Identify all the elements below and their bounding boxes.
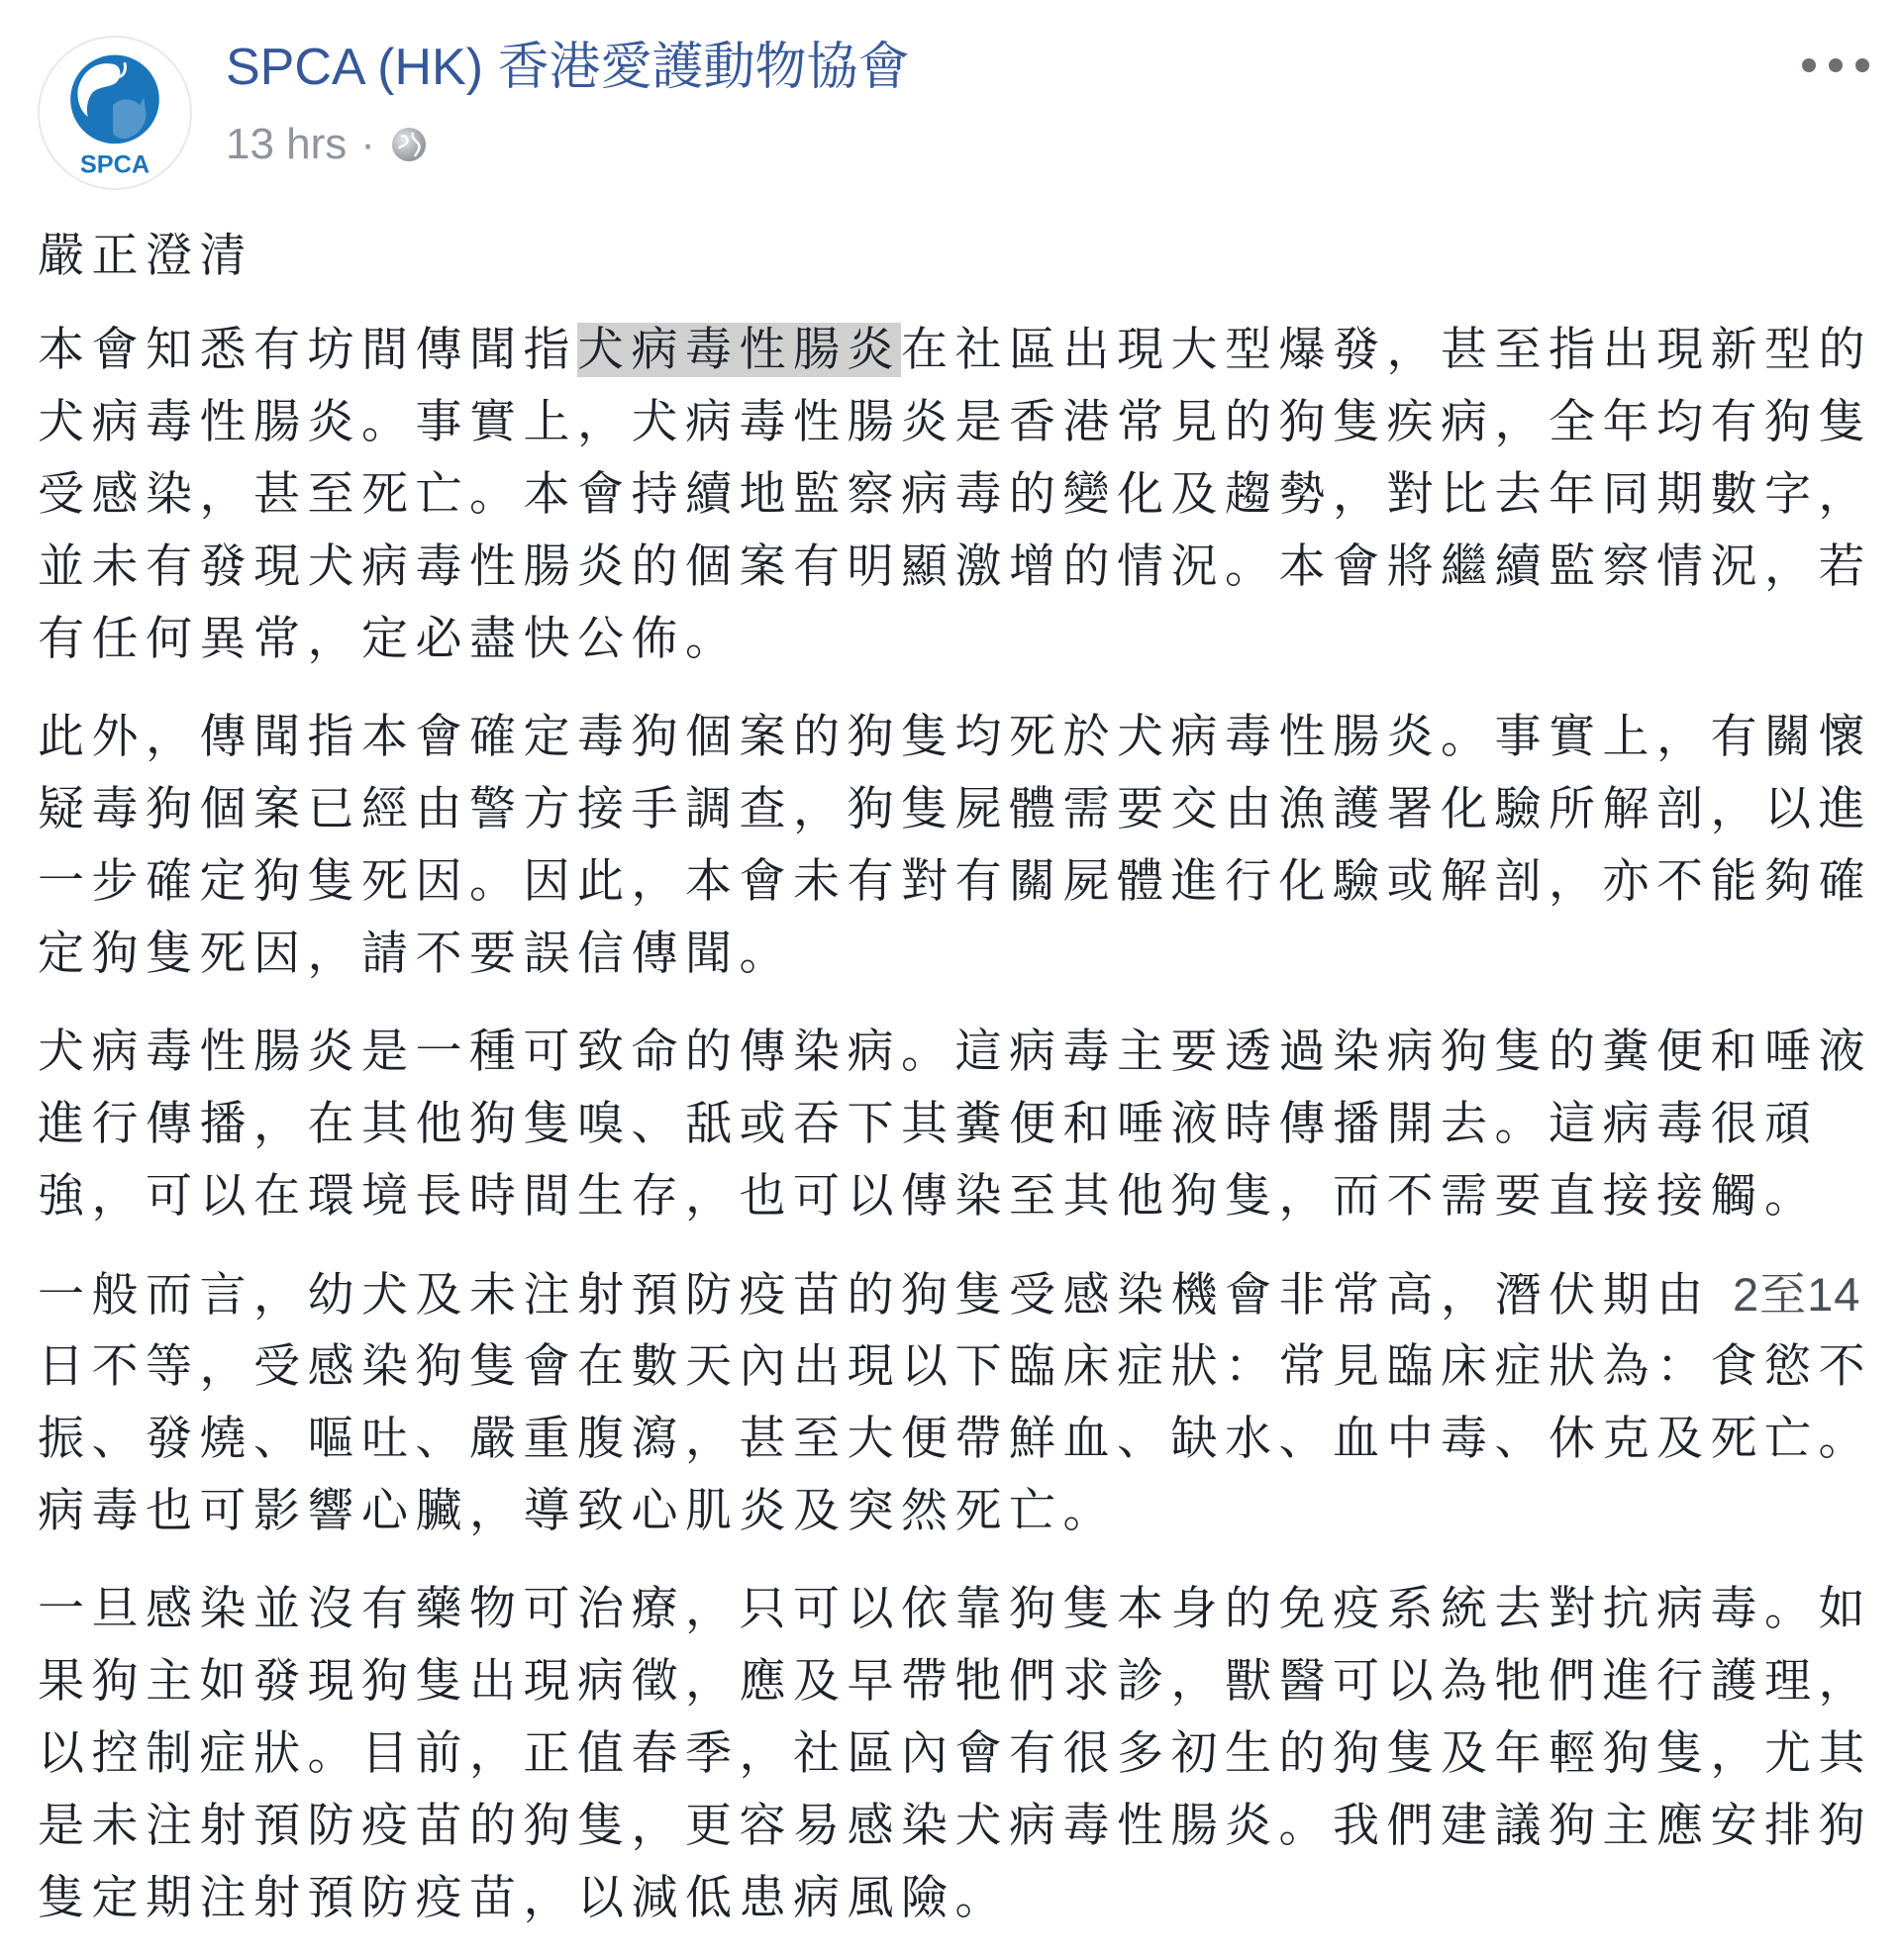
text-line: 有任何異常，定必盡快公佈。 — [38, 612, 740, 666]
svg-text:SPCA: SPCA — [79, 150, 150, 179]
globe-icon[interactable] — [389, 125, 429, 164]
meta-separator: · — [360, 120, 375, 168]
more-dot-icon — [1829, 58, 1843, 72]
text-line: 一旦感染並沒有藥物可治療，只可以依靠狗隻本身的免疫系統去對抗病毒。如 — [38, 1582, 1872, 1636]
page-name-link[interactable]: SPCA (HK) 香港愛護動物協會 — [226, 39, 910, 96]
text-line: 犬病毒性腸炎是一種可致命的傳染病。這病毒主要透過染病狗隻的糞便和唾液 — [38, 1025, 1872, 1079]
more-options-button[interactable] — [1802, 48, 1869, 83]
text-line: 病毒也可影響心臟，導致心肌炎及突然死亡。 — [38, 1484, 1117, 1538]
text-line: 並未有發現犬病毒性腸炎的個案有明顯激增的情況。本會將繼續監察情況，若 — [38, 539, 1872, 594]
text-line: 振、發燒、嘔吐、嚴重腹瀉，甚至大便帶鮮血、缺水、血中毒、休克及死亡。 — [38, 1412, 1872, 1466]
text-line: 犬病毒性腸炎。事實上，犬病毒性腸炎是香港常見的狗隻疾病，全年均有狗隻 — [38, 395, 1872, 449]
text-line: 進行傳播，在其他狗隻嗅、舐或吞下其糞便和唾液時傳播開去。這病毒很頑 — [38, 1097, 1819, 1151]
text-line: 日不等，受感染狗隻會在數天內出現以下臨床症狀：常見臨床症狀為：食慾不 — [38, 1339, 1872, 1394]
spca-logo-icon — [40, 38, 190, 188]
text-line: 強，可以在環境長時間生存，也可以傳染至其他狗隻，而不需要直接接觸。 — [38, 1169, 1819, 1224]
text-line: 疑毒狗個案已經由警方接手調查，狗隻屍體需要交由漁護署化驗所解剖，以進 — [38, 782, 1872, 836]
text-line: 此外，傳聞指本會確定毒狗個案的狗隻均死於犬病毒性腸炎。事實上，有關懷 — [38, 710, 1872, 764]
incubation-days: 2至14 — [1732, 1268, 1861, 1321]
highlighted-text[interactable]: 犬病毒性腸炎 — [577, 323, 901, 377]
text-line: 是未注射預防疫苗的狗隻，更容易感染犬病毒性腸炎。我們建議狗主應安排狗 — [38, 1799, 1872, 1853]
text-segment: 本會知悉有坊間傳聞指 — [38, 323, 577, 377]
paragraph-2 — [38, 701, 1872, 990]
paragraph-3 — [38, 1016, 1872, 1232]
text-line — [38, 1258, 1869, 1330]
post-body — [38, 220, 1872, 1960]
more-dot-icon — [1855, 58, 1869, 72]
text-line: 受感染，甚至死亡。本會持續地監察病毒的變化及趨勢，對比去年同期數字， — [38, 467, 1872, 522]
paragraph-5 — [38, 1573, 1872, 1934]
text-segment: 在社區出現大型爆發，甚至指出現新型的 — [901, 323, 1872, 377]
post-title: 嚴正澄清 — [38, 229, 253, 283]
more-dot-icon — [1802, 58, 1816, 72]
text-line: 隻定期注射預防疫苗，以減低患病風險。 — [38, 1871, 1009, 1925]
paragraph-1 — [38, 314, 1872, 675]
paragraph-4 — [38, 1258, 1872, 1547]
post-timestamp[interactable]: 13 hrs — [226, 120, 348, 168]
text-line — [38, 314, 1872, 386]
text-segment: 一般而言，幼犬及未注射預防疫苗的狗隻受感染機會非常高，潛伏期由 — [38, 1268, 1733, 1323]
text-line: 以控制症狀。目前，正值春季，社區內會有很多初生的狗隻及年輕狗隻，尤其 — [38, 1726, 1872, 1781]
post-meta — [226, 117, 429, 172]
text-line: 一步確定狗隻死因。因此，本會未有對有關屍體進行化驗或解剖，亦不能夠確 — [38, 854, 1872, 909]
text-line: 定狗隻死因，請不要誤信傳聞。 — [38, 927, 793, 981]
text-line: 果狗主如發現狗隻出現病徵，應及早帶牠們求診，獸醫可以為牠們進行護理， — [38, 1654, 1872, 1709]
page-avatar[interactable] — [38, 36, 192, 190]
